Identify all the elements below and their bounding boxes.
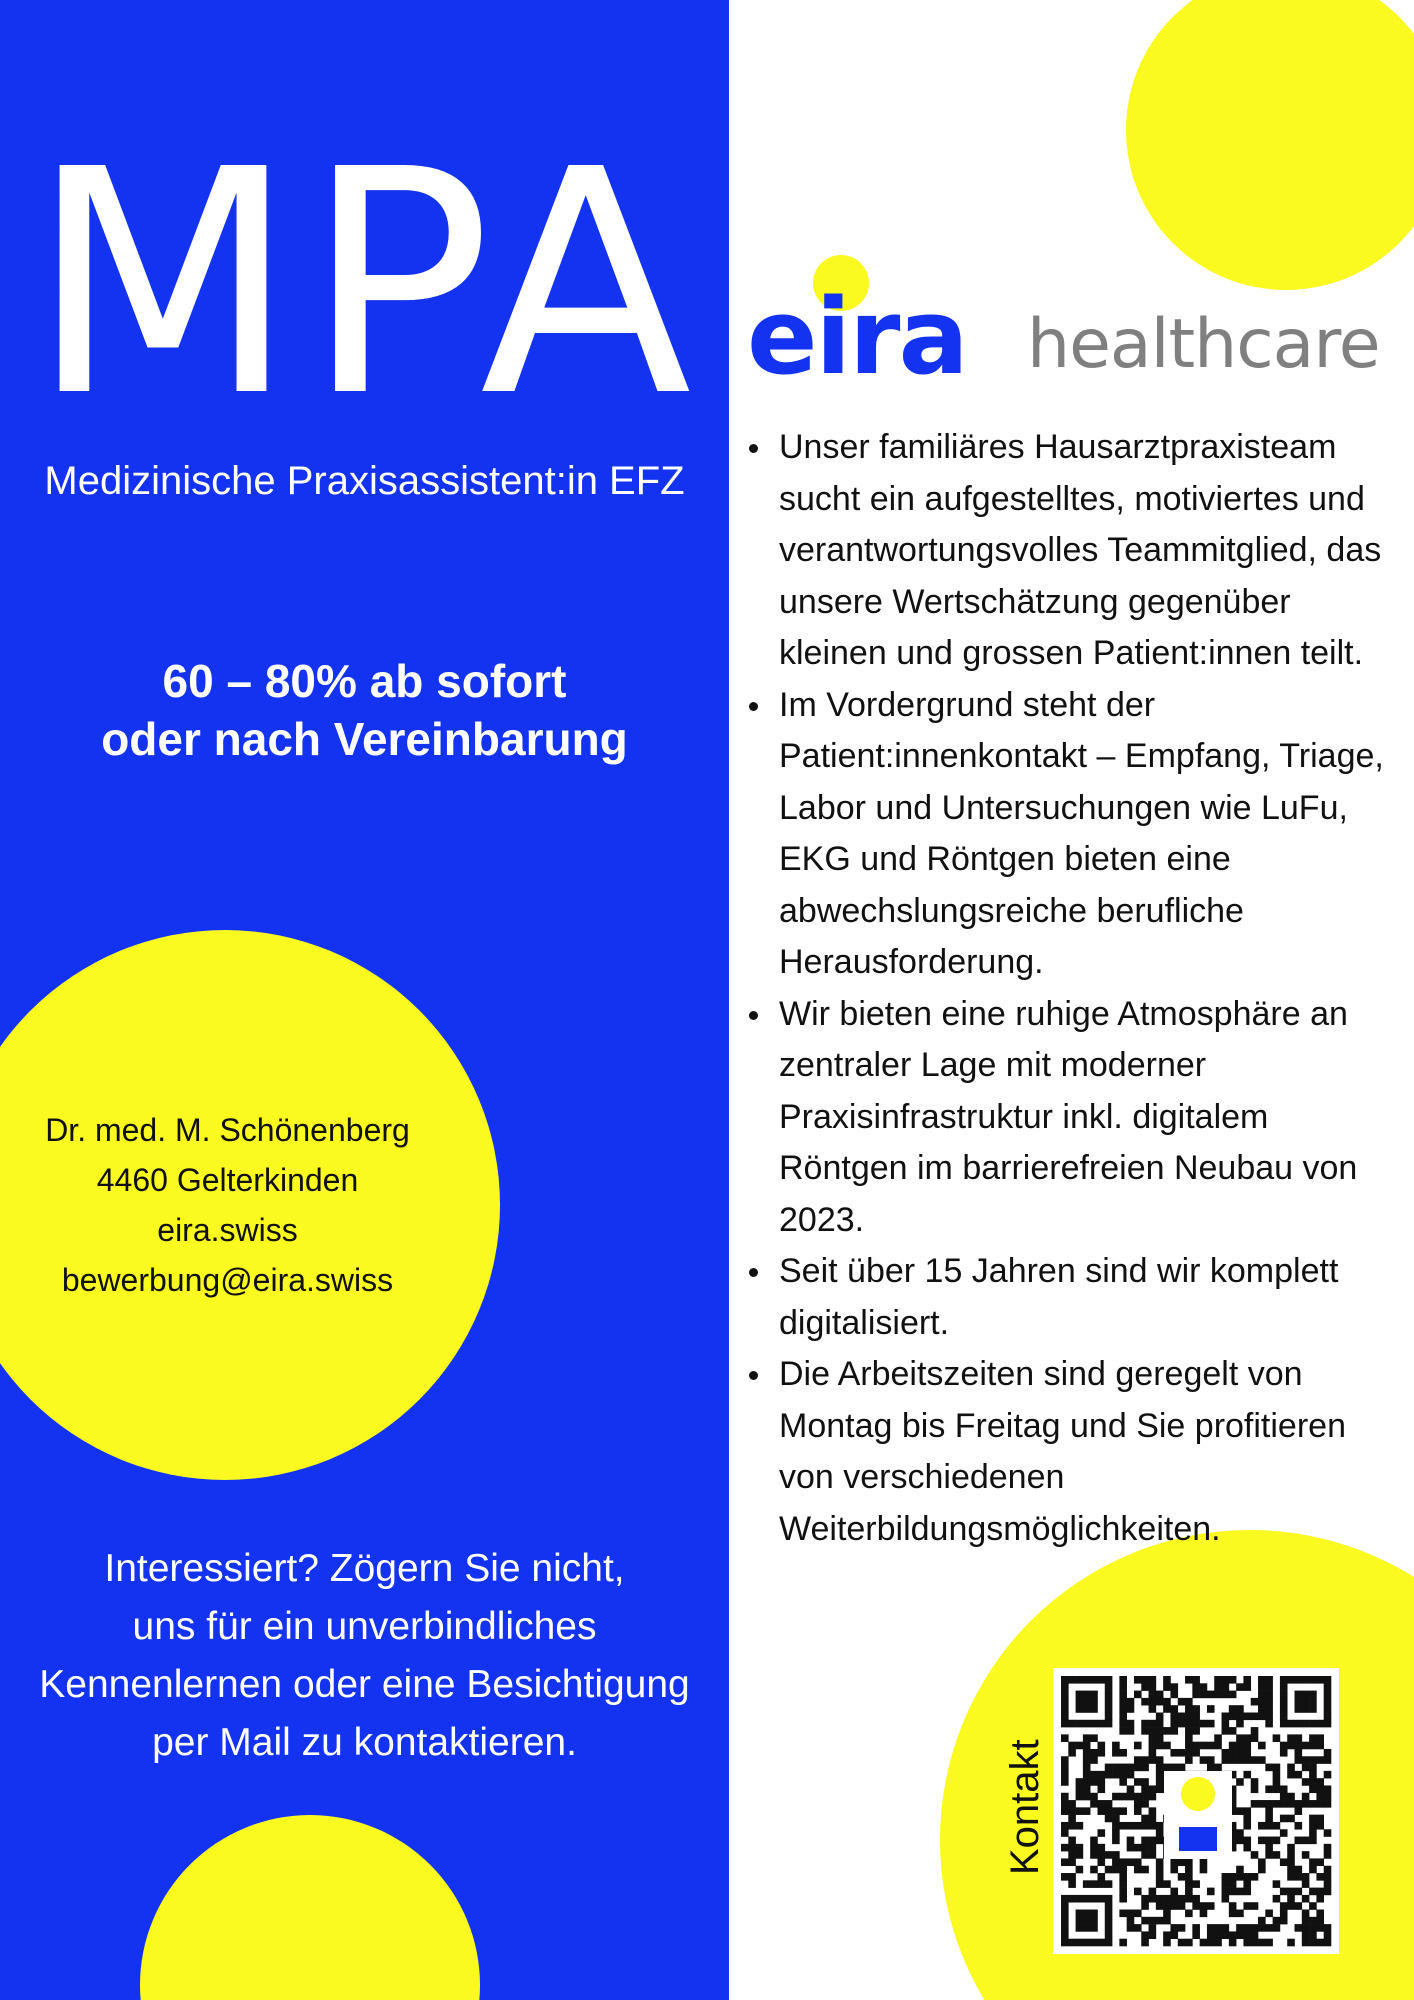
- benefits-list: [745, 422, 1405, 1555]
- list-item-text: Seit über 15 Jahren sind wir komplett digitalisiert.: [779, 1252, 1339, 1342]
- decorative-circle-top-right: [1126, 0, 1414, 290]
- logo-suffix: healthcare: [1027, 305, 1380, 384]
- decorative-circle-bottom-left: [140, 1815, 480, 2000]
- cta-line: Kennenlernen oder eine Besichtigung: [39, 1663, 690, 1706]
- contact-address: 4460 Gelterkinden: [96, 1162, 359, 1198]
- contact-email[interactable]: bewerbung@eira.swiss: [61, 1262, 394, 1298]
- bullet-icon: [749, 444, 758, 453]
- cta-line: uns für ein unverbindliches: [132, 1605, 597, 1648]
- workload-info: [0, 652, 729, 768]
- bullet-icon: [749, 1371, 758, 1380]
- list-item: [745, 422, 1405, 680]
- list-item: [745, 1349, 1405, 1555]
- contact-block: [0, 1105, 455, 1305]
- list-item-text: Unser familiäres Hausarztpraxisteam sucht ein aufgestelltes, motiviertes und verantwortungsvolles Teammitglied, das unsere Wertschätzung gegenüber kleinen und grossen Patient:innen teilt.: [779, 428, 1382, 672]
- qr-code-icon[interactable]: [1053, 1668, 1339, 1954]
- contact-name: Dr. med. M. Schönenberg: [45, 1112, 410, 1148]
- call-to-action: [0, 1540, 729, 1772]
- list-item-text: Wir bieten eine ruhige Atmosphäre an zentraler Lage mit moderner Praxisinfrastruktur inkl. digitalem Röntgen im barrierefreien Neubau von 2023.: [779, 994, 1358, 1239]
- contact-website[interactable]: eira.swiss: [157, 1212, 298, 1248]
- page-title: MPA: [29, 104, 700, 465]
- cta-line: Interessiert? Zögern Sie nicht,: [104, 1547, 625, 1590]
- logo-bar-icon: [1179, 1827, 1217, 1851]
- list-item: [745, 1246, 1405, 1349]
- list-item: [745, 989, 1405, 1247]
- logo-dot-icon: [1181, 1777, 1215, 1811]
- workload-line-1: 60 – 80% ab sofort: [162, 655, 567, 707]
- qr-center-logo: [1164, 1771, 1232, 1859]
- bullet-icon: [749, 1011, 758, 1020]
- list-item-text: Die Arbeitszeiten sind geregelt von Montag bis Freitag und Sie profitieren von verschiedenen Weiterbildungsmöglichkeiten.: [779, 1355, 1346, 1548]
- workload-line-2: oder nach Vereinbarung: [101, 713, 628, 765]
- bullet-icon: [749, 702, 758, 711]
- eira-healthcare-logo: [747, 255, 1407, 405]
- cta-line: per Mail zu kontaktieren.: [152, 1721, 577, 1764]
- list-item: [745, 680, 1405, 989]
- list-item-text: Im Vordergrund steht der Patient:innenkontakt – Empfang, Triage, Labor und Untersuchungen wie LuFu, EKG und Röntgen bieten eine abwechslungsreiche berufliche Herausforderung.: [779, 685, 1384, 981]
- job-subtitle: Medizinische Praxisassistent:in EFZ: [44, 459, 685, 503]
- bullet-icon: [749, 1268, 758, 1277]
- logo-brand: eira: [747, 276, 967, 398]
- qr-label: Kontakt: [1003, 1739, 1047, 1875]
